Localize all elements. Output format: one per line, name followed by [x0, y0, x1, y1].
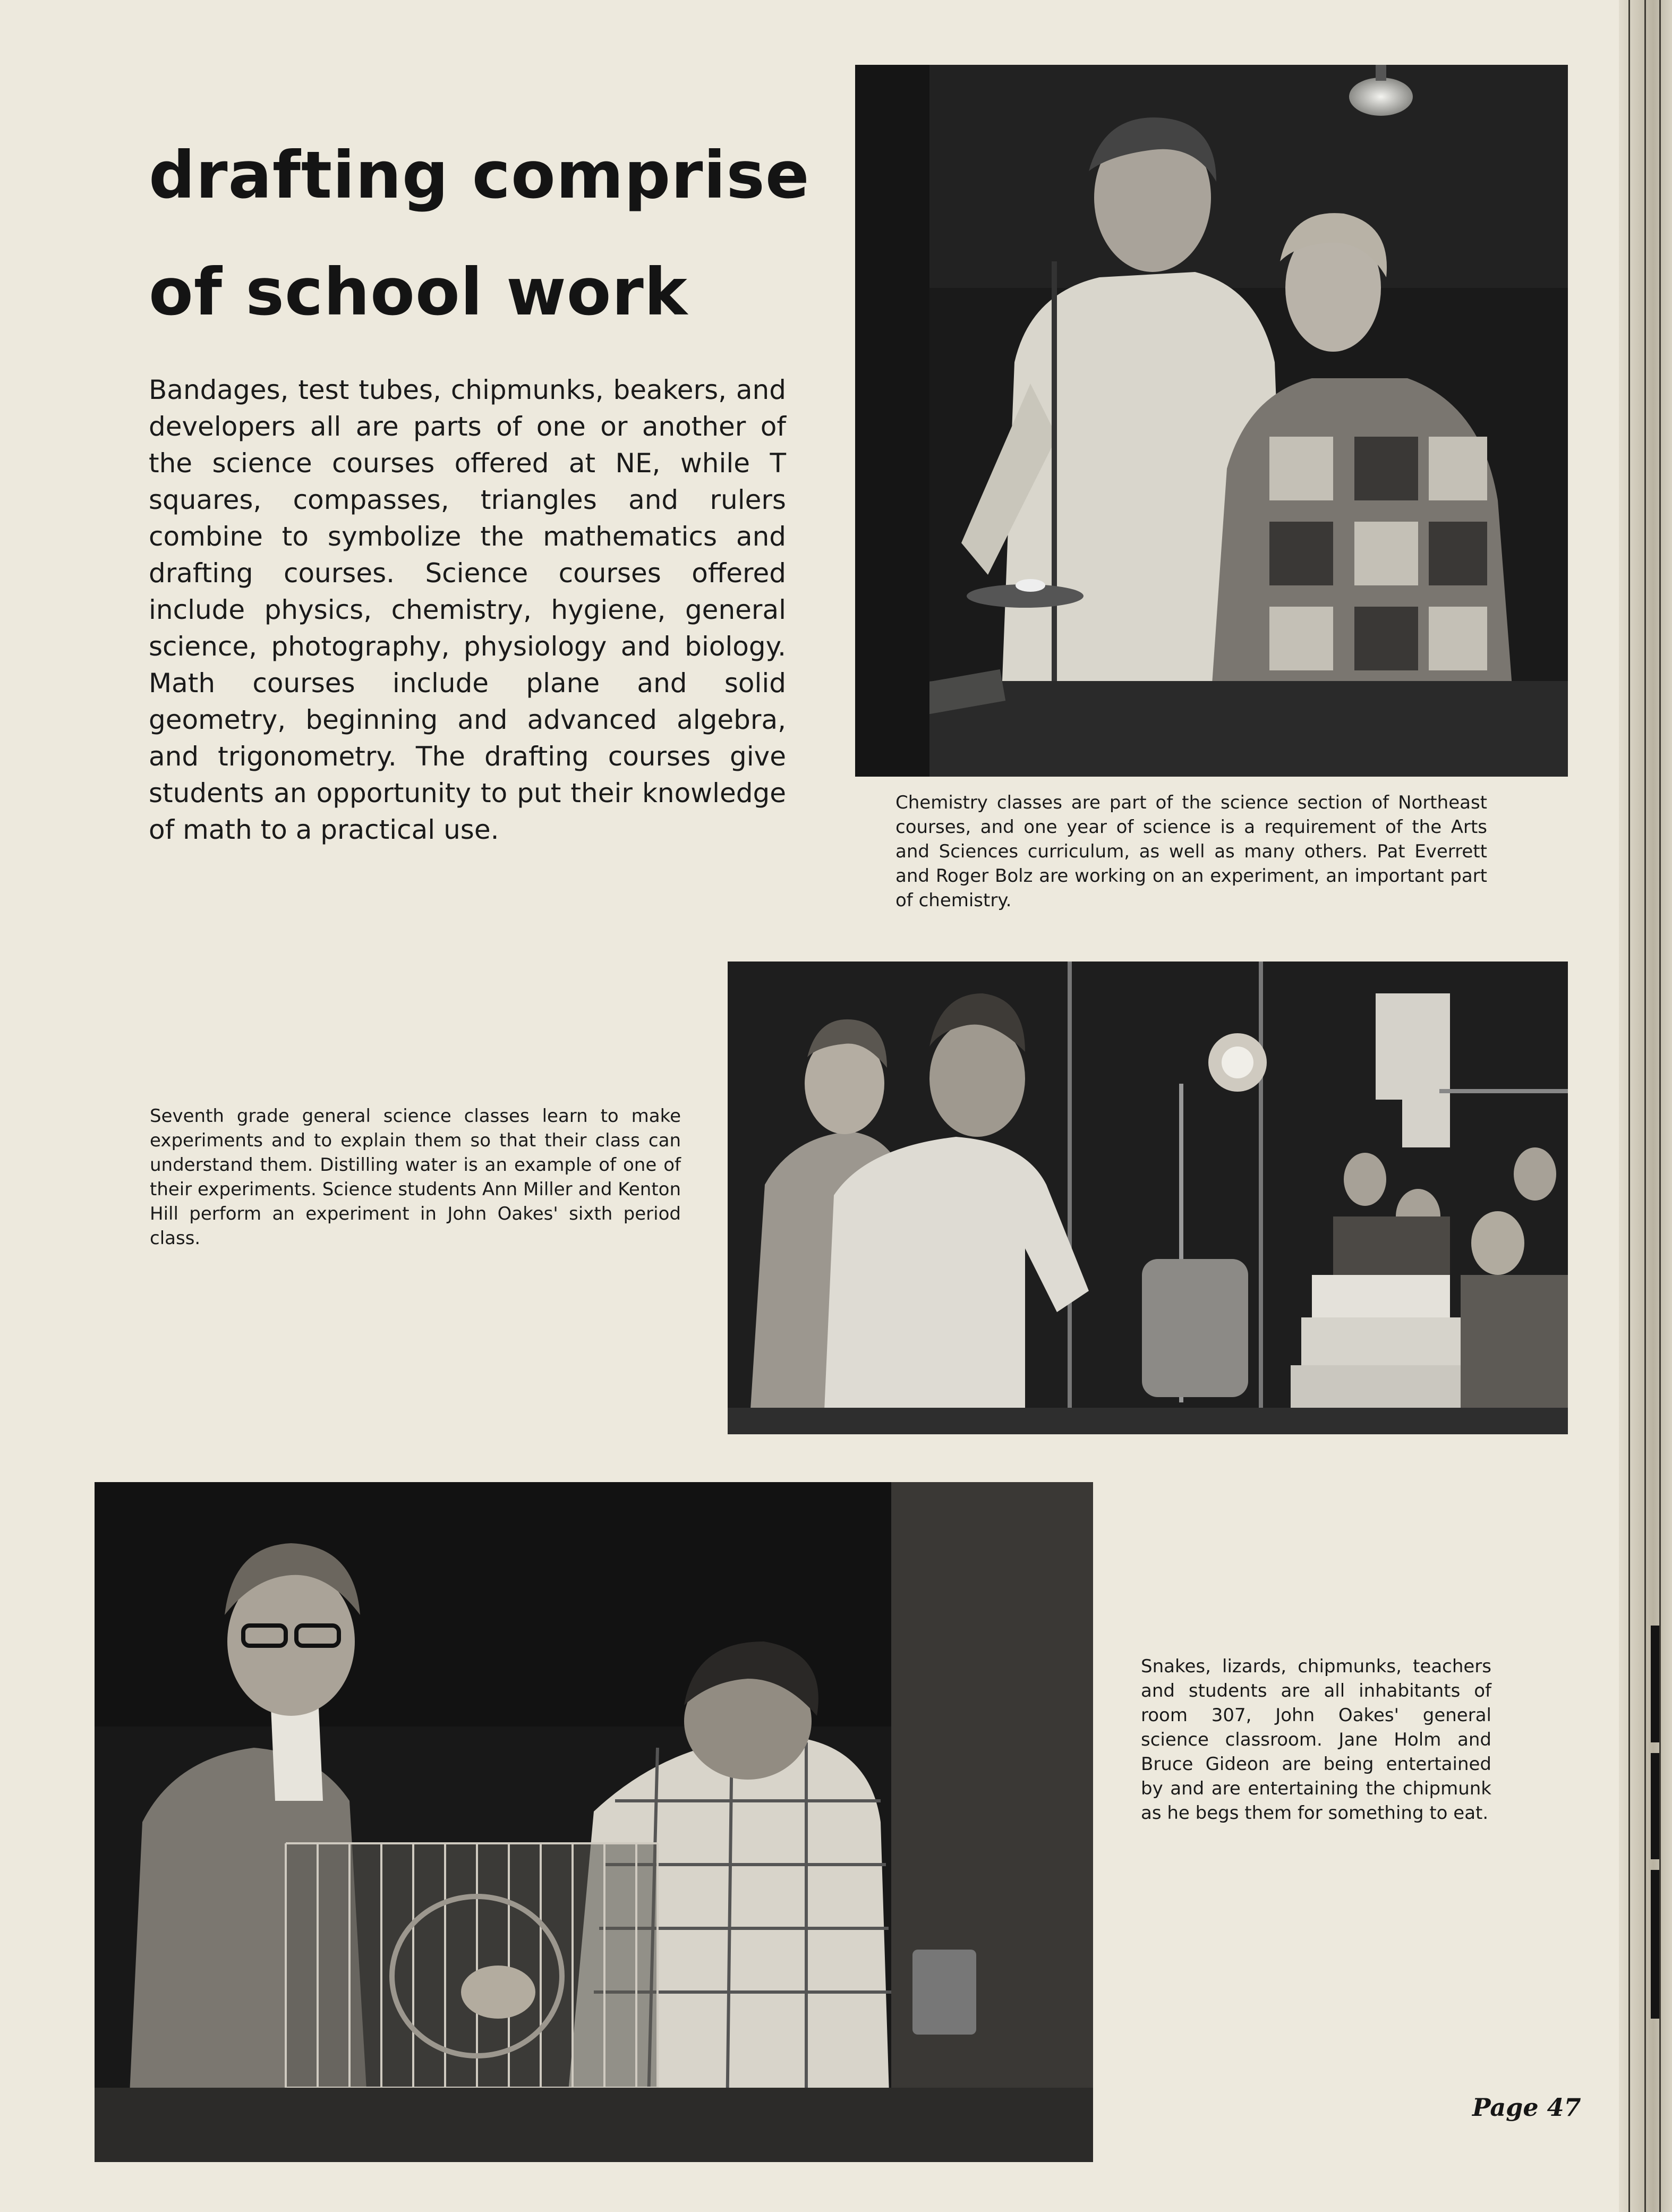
edge-line — [1659, 0, 1661, 2212]
edge-tab-mark — [1651, 1626, 1659, 1742]
page-edge-binding — [1619, 0, 1672, 2212]
page-number: Page 47 — [1472, 2093, 1581, 2122]
edge-tab-mark — [1651, 1753, 1659, 1859]
photo-seventh-grade-science — [728, 962, 1568, 1434]
edge-tab-mark — [1651, 1870, 1659, 2019]
caption-chemistry: Chemistry classes are part of the science section of Northeast courses, and one year of science is a requirement of the Arts and Sciences curriculum, as well as many others. Pat Everrett and Roger Bolz are working on an experiment, an important part of chemistry. — [895, 792, 1487, 911]
heading-line-2: of school work — [149, 254, 688, 330]
photo-chipmunk-cage — [95, 1482, 1093, 2162]
caption-seventh-grade: Seventh grade general science classes learn to make experiments and to explain them so that their class can understand them. Distilling water is an example of one of their experiments. Science students Ann Miller and Kenton Hill perform an experiment in John Oakes' sixth period class. — [150, 1105, 681, 1249]
edge-line — [1628, 0, 1630, 2212]
intro-paragraph: Bandages, test tubes, chipmunks, beakers, and developers all are parts of one or another of the science courses offered at NE, while T squares, compasses, triangles and rulers combine to symbolize the mathematics and drafting courses. Science courses offered include physics, chemistry, hygiene, general science, photography, physiology and biology. Math courses include plane and solid geometry, beginning and advanced algebra, and trigonometry. The drafting courses give students an opportunity to put their knowledge of math to a practical use. — [149, 375, 786, 845]
caption-snakes-room-307: Snakes, lizards, chipmunks, teachers and students are all inhabitants of room 307, John Oakes' general science classroom. Jane Holm and Bruce Gideon are being entertained by and are entertaining the chipmunk as he begs them for something to eat. — [1141, 1656, 1491, 1824]
edge-line — [1644, 0, 1646, 2212]
heading-line-1: drafting comprise — [149, 138, 810, 213]
photo-chemistry-experiment — [855, 65, 1568, 777]
page-heading — [149, 117, 810, 351]
